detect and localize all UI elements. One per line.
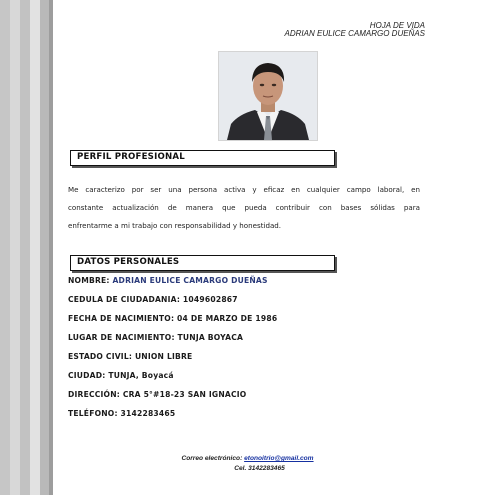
section-perfil-profesional xyxy=(70,150,335,166)
email-link[interactable]: etonoitrio@gmail.com xyxy=(244,455,314,462)
profile-text-line: constante actualización de manera que pueda contribuir con bases sólidas para xyxy=(68,203,420,212)
header-name: ADRIAN EULICE CAMARGO DUEÑAS xyxy=(284,29,425,38)
profile-text-line: Me caracterizo por ser una persona activa y eficaz en cualquier campo laboral, en xyxy=(68,185,420,194)
profile-text-line: enfrentarme a mi trabajo con responsabilidad y honestidad. xyxy=(68,221,282,230)
email-label: Correo electrónico: xyxy=(181,455,243,462)
field-nombre xyxy=(68,276,268,285)
section-title: DATOS PERSONALES xyxy=(77,257,180,267)
footer-cel: Cel. 3142283465 xyxy=(234,465,285,472)
field-fecha-nacimiento: FECHA DE NACIMIENTO: 04 DE MARZO DE 1986 xyxy=(68,314,278,323)
field-telefono: TELÉFONO: 3142283465 xyxy=(68,409,176,418)
field-value: ADRIAN EULICE CAMARGO DUEÑAS xyxy=(112,276,268,285)
field-ciudad: CIUDAD: TUNJA, Boyacá xyxy=(68,371,174,380)
decorative-side-stripes xyxy=(0,0,58,495)
field-estado-civil: ESTADO CIVIL: UNION LIBRE xyxy=(68,352,193,361)
stripe xyxy=(10,0,20,495)
field-label: NOMBRE: xyxy=(68,276,110,285)
stripe xyxy=(0,0,10,495)
section-datos-personales xyxy=(70,255,335,271)
stripe xyxy=(40,0,49,495)
document-title: HOJA DE VIDA xyxy=(369,21,425,30)
footer-email xyxy=(0,455,495,462)
stripe xyxy=(30,0,40,495)
section-title: PERFIL PROFESIONAL xyxy=(77,152,185,162)
stripe xyxy=(20,0,30,495)
field-direccion: DIRECCIÓN: CRA 5°#18-23 SAN IGNACIO xyxy=(68,390,247,399)
portrait-photo xyxy=(218,51,318,141)
stripe xyxy=(49,0,53,495)
field-cedula: CEDULA DE CIUDADANIA: 1049602867 xyxy=(68,295,238,304)
field-lugar-nacimiento: LUGAR DE NACIMIENTO: TUNJA BOYACA xyxy=(68,333,244,342)
